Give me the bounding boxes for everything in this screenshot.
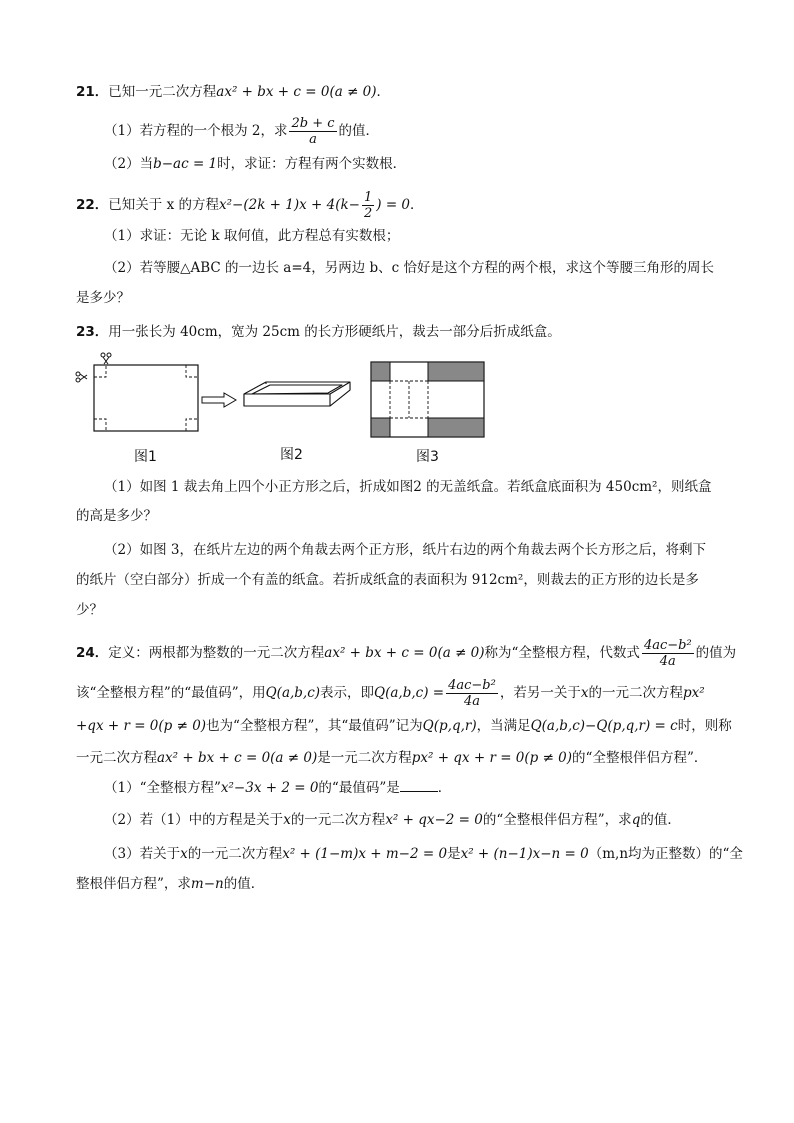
q24-line4-text2: 是一元二次方程 [317, 750, 412, 766]
figure3-paper-with-shaded-cuts [370, 361, 486, 439]
q24-line2 [76, 678, 705, 709]
q24-part2-text2: 的一元二次方程 [290, 812, 386, 828]
arrow-right-icon [200, 392, 238, 408]
q24-part3-text5: 整根伴侣方程”，求 [76, 876, 191, 892]
q24-line2-text4: 的一元二次方程 [588, 685, 683, 701]
q24-part2-text3: 的“全整根伴侣方程”，求 [482, 812, 632, 828]
scissors-icon-left [76, 372, 87, 382]
q21-number: 21． [76, 84, 109, 100]
q22-half-fraction [362, 190, 374, 221]
q24-fraction-2-numerator: 4ac−b² [448, 678, 496, 693]
q24-line4-equation1: ax² + bx + c = 0(a ≠ 0) [157, 750, 318, 766]
q23-part2-line1: （2）如图 3，在纸片左边的两个角裁去两个正方形，纸片右边的两个角裁去两个长方形之后，将剩下 [104, 542, 706, 558]
q21-fraction-denominator: a [309, 132, 317, 147]
q23-number: 23． [76, 324, 109, 340]
q21-part2-end: 时，求证：方程有两个实数根． [217, 156, 407, 172]
q24-part2 [104, 810, 681, 830]
q24-line2-text: 该“全整根方程”的“最值码”，用 [76, 685, 266, 701]
q24-line3-text2: ，当满足 [476, 718, 531, 734]
q22-stem [76, 190, 424, 221]
q24-line3 [76, 716, 732, 736]
q21-part2 [104, 154, 406, 174]
q24-line2-px: px² [682, 685, 705, 701]
q24-fraction-1-numerator: 4ac−b² [643, 638, 692, 653]
q24-line4 [76, 748, 707, 768]
q23-stem [76, 322, 561, 342]
q24-line1-text: 定义：两根都为整数的一元二次方程 [108, 645, 325, 661]
q21-part2-equation: b−ac = 1 [153, 156, 218, 172]
figure1-caption: 图1 [134, 449, 157, 465]
q21-fraction [289, 116, 336, 147]
q24-part1-text2: 的“最值码”是 [318, 780, 400, 796]
q21-part1 [104, 116, 379, 147]
q22-half-denominator: 2 [363, 206, 373, 221]
q24-part3-equation1: x² + (1−m)x + m−2 = 0 [282, 846, 448, 862]
q24-part2-text: （2）若（1）中的方程是关于 [104, 812, 284, 828]
q24-part3-mn: m−n [190, 876, 224, 892]
q24-part2-q: q [631, 812, 641, 828]
q21-stem [76, 82, 390, 102]
q24-part3-end: 的值． [223, 876, 265, 892]
q24-part2-x: x [283, 812, 291, 828]
q24-part1-equation: x²−3x + 2 = 0 [220, 780, 319, 796]
q22-part1: （1）求证：无论 k 取何值，此方程总有实数根； [104, 228, 400, 244]
q24-line3-equation: +qx + r = 0(p ≠ 0) [76, 718, 207, 734]
q24-fraction-1 [642, 638, 694, 669]
q24-part2-equation: x² + qx−2 = 0 [385, 812, 483, 828]
q24-part1-end: ． [437, 780, 452, 796]
q22-part2-line2: 是多少？ [76, 290, 130, 306]
q24-line1-end: 的值为 [695, 645, 737, 661]
q21-part1-end: 的值． [338, 123, 380, 139]
q24-part1 [104, 778, 451, 798]
q24-line3-condition: Q(a,b,c)−Q(p,q,r) = c [530, 718, 678, 734]
figure3-caption: 图3 [416, 449, 439, 465]
q24-line2-q2: Q(a,b,c) = [374, 685, 445, 701]
q22-equation-a: x²−(2k + 1)x + 4(k− [219, 197, 360, 213]
q24-fraction-2-denominator: 4a [463, 694, 480, 709]
figure2-open-box [238, 376, 358, 426]
q24-line1 [76, 638, 736, 669]
q24-part3-text: （3）若关于 [104, 846, 181, 862]
q24-fraction-1-denominator: 4a [659, 654, 676, 669]
q24-part2-end: 的值． [640, 812, 681, 828]
q22-part2-line1: （2）若等腰△ABC 的一边长 a=4，另两边 b、c 恰好是这个方程的两个根，求这个等腰三角形的周长 [104, 260, 715, 276]
q24-line3-end: 时，则称 [677, 718, 732, 734]
answer-blank[interactable] [400, 778, 438, 792]
q24-part3-text3: 是 [447, 846, 461, 862]
q24-fraction-2 [446, 678, 498, 709]
q24-part3-text4: （m,n均为正整数）的“全 [588, 846, 743, 862]
q23-part2-line3: 少？ [76, 602, 103, 618]
q24-part3-x: x [180, 846, 188, 862]
q23-stem-text: 用一张长为 40cm，宽为 25cm 的长方形硬纸片，裁去一部分后折成纸盒。 [108, 324, 561, 340]
q24-line4-end: 的“全整根伴侣方程”． [572, 750, 708, 766]
q23-part1-line2: 的高是多少？ [76, 508, 157, 524]
q24-line2-q: Q(a,b,c) [265, 685, 321, 701]
q24-part3-text2: 的一元二次方程 [187, 846, 283, 862]
q22-stem-end: ． [410, 197, 424, 213]
figure2-caption: 图2 [280, 447, 303, 463]
q24-line3-text: 也为“全整根方程”，其“最值码”记为 [206, 718, 423, 734]
q22-number: 22． [76, 197, 109, 213]
q21-stem-end: ． [376, 84, 391, 100]
q24-part3-line1 [104, 844, 743, 864]
q24-part1-text: （1）“全整根方程” [104, 780, 221, 796]
q22-equation-b: ) = 0 [376, 197, 411, 213]
q24-line1-text2: 称为“全整根方程，代数式 [484, 645, 640, 661]
scissors-icon [101, 353, 111, 364]
q24-line2-text3: ，若另一关于 [499, 685, 581, 701]
q24-part3-line2 [76, 874, 264, 894]
q21-stem-text: 已知一元二次方程 [108, 84, 217, 100]
q22-stem-text: 已知关于 x 的方程 [108, 197, 219, 213]
q22-half-numerator: 1 [363, 190, 373, 205]
q23-part2-line2: 的纸片（空白部分）折成一个有盖的纸盒。若折成纸盒的表面积为 912cm²，则裁去的正方形的边长是多 [76, 572, 699, 588]
q21-part1-text: （1）若方程的一个根为 2，求 [104, 123, 288, 139]
q24-line4-equation2: px² + qx + r = 0(p ≠ 0) [411, 750, 573, 766]
q24-line1-equation: ax² + bx + c = 0(a ≠ 0) [324, 645, 485, 661]
q23-part1-line1: （1）如图 1 裁去角上四个小正方形之后，折成如图2 的无盖纸盒。若纸盒底面积为 450cm²，则纸盒 [104, 479, 712, 495]
q24-number: 24． [76, 645, 109, 661]
figure1-paper-with-cut-corners [74, 352, 204, 436]
q21-part2-text: （2）当 [104, 156, 154, 172]
q24-line2-text2: 表示，即 [320, 685, 375, 701]
q21-fraction-numerator: 2b + c [291, 116, 335, 131]
q24-part3-equation2: x² + (n−1)x−n = 0 [460, 846, 589, 862]
q24-line2-x: x [580, 685, 589, 701]
q24-line4-text: 一元二次方程 [76, 750, 157, 766]
q24-line3-q: Q(p,q,r) [422, 718, 477, 734]
q21-equation: ax² + bx + c = 0(a ≠ 0) [216, 84, 377, 100]
